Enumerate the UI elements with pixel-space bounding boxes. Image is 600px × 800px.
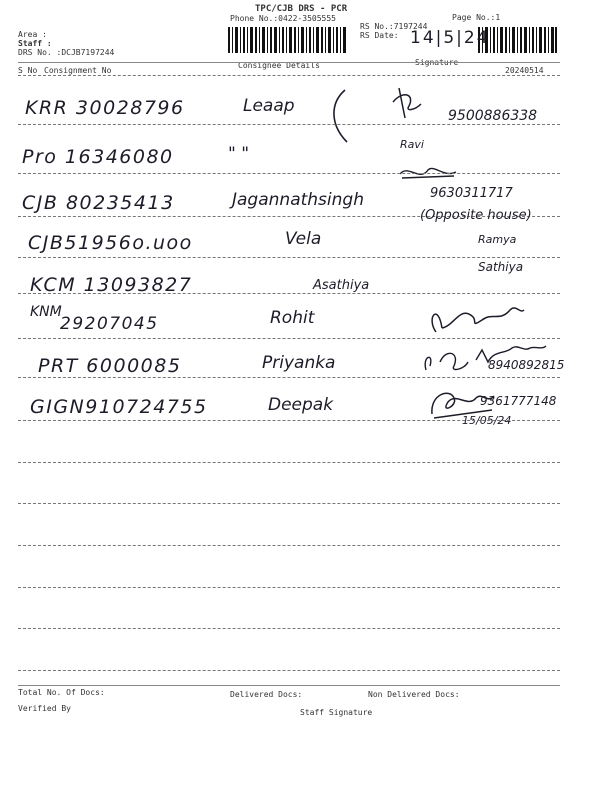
entry-5-signature-text: Sathiya [478, 260, 524, 274]
entry-2-name: " " [228, 144, 250, 164]
column-consignee: Consignee Details [238, 61, 320, 70]
staff-label: Staff : [18, 39, 52, 48]
entry-3-name: Jagannathsingh [232, 190, 364, 210]
area-label: Area : [18, 30, 47, 39]
entry-6-consignment: 29207045 [60, 314, 159, 334]
row-divider [18, 503, 560, 504]
entry-8-signature-text: 15/05/24 [462, 414, 512, 427]
footer-rule [18, 685, 560, 686]
entry-5-name: Asathiya [313, 278, 370, 293]
rs-number: RS No.:7197244 [360, 22, 428, 31]
page-number: Page No.:1 [452, 13, 501, 22]
bracket-mark [325, 86, 355, 146]
row-divider [18, 587, 560, 588]
non-delivered-docs-label: Non Delivered Docs: [368, 690, 460, 699]
row-divider [18, 462, 560, 463]
signature-6-mark [420, 298, 530, 338]
drs-barcode [228, 27, 348, 53]
column-sno: S No [18, 66, 38, 75]
rs-barcode [478, 27, 558, 53]
entry-5-consignment: KCM 13093827 [30, 274, 193, 296]
rs-date-handwritten: 14|5|24 [410, 28, 490, 48]
entry-7-phone: 8940892815 [488, 358, 565, 372]
row-divider [18, 173, 560, 174]
column-consignment: Consignment No [44, 66, 112, 75]
entry-4-note: (Opposite house) [420, 208, 532, 223]
row-divider [18, 338, 560, 339]
verified-by-label: Verified By [18, 704, 71, 713]
entry-4-name: Vela [285, 229, 322, 249]
entry-1-consignment: KRR 30028796 [25, 97, 185, 119]
row-divider [18, 257, 560, 258]
entry-7-name: Priyanka [262, 353, 336, 373]
row-divider [18, 124, 560, 125]
entry-8-consignment: GIGN910724755 [30, 396, 208, 418]
total-docs-label: Total No. Of Docs: [18, 688, 105, 697]
row-divider [18, 293, 560, 294]
entry-3-consignment: CJB 80235413 [22, 192, 175, 214]
entry-6-prefix: KNM [30, 304, 62, 320]
row-divider [18, 670, 560, 671]
document-title: TPC/CJB DRS - PCR [255, 4, 348, 14]
rs-date-label: RS Date: [360, 31, 399, 40]
entry-8-name: Deepak [268, 395, 334, 415]
row-divider [18, 545, 560, 546]
entry-7-consignment: PRT 6000085 [38, 355, 182, 377]
delivered-docs-label: Delivered Docs: [230, 690, 303, 699]
drs-number: DRS No. :DCJB7197244 [18, 48, 115, 57]
header-rule [18, 62, 560, 63]
row-divider [18, 628, 560, 629]
date-code: 20240514 [505, 66, 544, 75]
entry-2-consignment: Pro 16346080 [22, 146, 174, 168]
header-dash-rule [18, 75, 560, 76]
entry-8-phone: 9361777148 [480, 394, 557, 408]
phone-number: Phone No.:0422-3505555 [230, 14, 336, 23]
entry-1-name: Leaap [243, 96, 295, 116]
entry-1-phone: 9500886338 [448, 108, 538, 124]
row-divider [18, 377, 560, 378]
staff-signature-label: Staff Signature [300, 708, 373, 717]
entry-1-signature-text: Ravi [400, 138, 424, 151]
entry-4-consignment: CJB51956o.uoo [28, 232, 193, 254]
entry-4-signature-text: Ramya [478, 233, 517, 246]
entry-3-phone: 9630311717 [430, 186, 513, 201]
row-divider [18, 420, 560, 421]
column-signature: Signature [415, 58, 459, 67]
signature-1-mark [385, 84, 435, 128]
entry-6-name: Rohit [270, 308, 315, 328]
